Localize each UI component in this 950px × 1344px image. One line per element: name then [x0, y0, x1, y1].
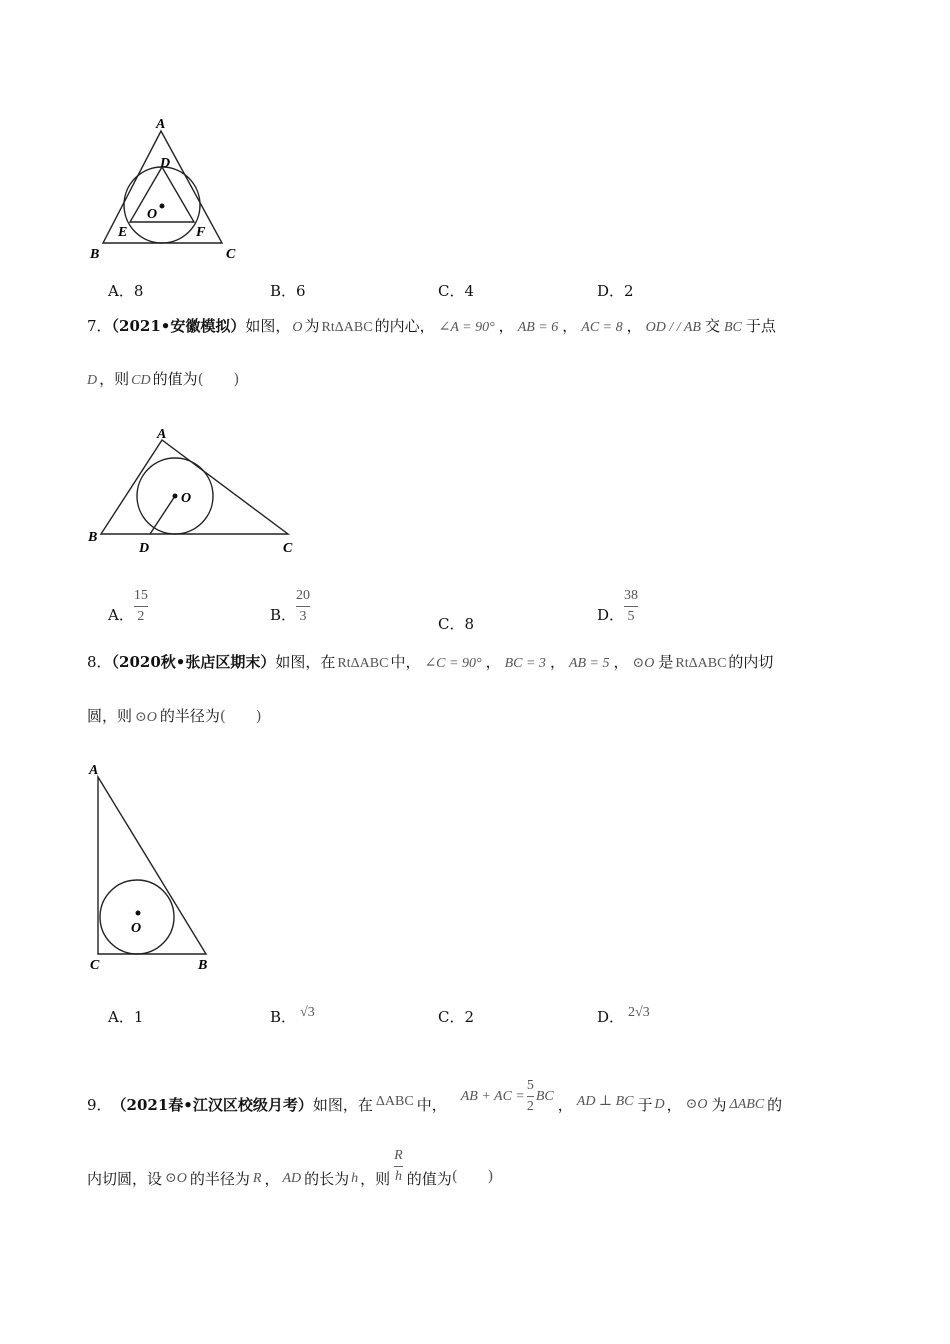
q8-paren: ( )	[219, 707, 262, 725]
q7-line2	[87, 369, 239, 391]
q8-line1	[87, 652, 773, 674]
q6-option-c[interactable]: C．4	[438, 282, 475, 300]
q9-circle-2: ⊙O	[165, 1170, 187, 1186]
q6-option-a[interactable]: A．8	[108, 282, 144, 300]
q8-number: 8．	[87, 653, 112, 671]
q9-h: h	[351, 1170, 359, 1186]
q7-bc: BC	[724, 320, 742, 335]
q8-circle-2: ⊙O	[135, 710, 157, 725]
fraction	[296, 588, 310, 625]
q8-option-a[interactable]: A．1	[108, 1008, 144, 1026]
q8-option-c[interactable]: C．2	[438, 1008, 475, 1026]
q8-text: 是	[658, 653, 674, 671]
label-a: A	[89, 763, 99, 778]
label-b: B	[88, 530, 98, 545]
q7-sep: ，	[498, 317, 514, 335]
q6-option-d[interactable]: D．2	[597, 282, 634, 300]
center-dot	[160, 204, 165, 209]
q7-option-d[interactable]	[597, 588, 638, 625]
q7-number: 7．	[87, 317, 112, 335]
q8-sep: ，	[485, 653, 501, 671]
q8-text: 的内切	[728, 653, 774, 671]
option-label: B．	[270, 606, 297, 624]
q9-text: 内切圆，设	[87, 1169, 163, 1188]
label-a: A	[156, 117, 166, 132]
label-e: E	[118, 225, 128, 240]
q9-text: ，则	[360, 1169, 391, 1188]
q9-ad: AD ⊥ BC	[576, 1093, 634, 1109]
q7-option-c[interactable]: C．8	[438, 615, 475, 633]
eq-fraction	[527, 1078, 534, 1115]
label-o: O	[131, 921, 142, 936]
label-a: A	[157, 427, 167, 442]
q9-fraction	[394, 1148, 403, 1185]
q7-text: 的内心，	[374, 317, 435, 335]
q8-line2	[87, 706, 262, 728]
q8-text: 圆，则	[87, 707, 133, 725]
option-label: B．	[270, 1008, 297, 1026]
q7-line1	[87, 316, 776, 338]
q9-paren: ( )	[451, 1166, 494, 1185]
q7-paren: ( )	[197, 370, 240, 388]
q6-option-b[interactable]: B．6	[270, 282, 306, 300]
label-f: F	[196, 225, 206, 240]
q9-circle: ⊙O	[685, 1096, 708, 1112]
q9-text: 于	[637, 1095, 653, 1114]
q9-line1	[87, 1078, 783, 1123]
q9-triangle: ΔABC	[375, 1093, 414, 1109]
q9-text: 为	[711, 1095, 727, 1114]
q7-sep: ，	[562, 317, 578, 335]
q8-bc: BC = 3	[504, 656, 546, 671]
q7-option-a[interactable]	[108, 588, 148, 625]
label-c: C	[90, 958, 100, 973]
label-b: B	[90, 247, 100, 262]
q8-triangle: RtΔABC	[337, 656, 389, 671]
fraction	[134, 588, 148, 625]
q9-text: 的	[767, 1095, 783, 1114]
q9-number: 9．	[87, 1095, 112, 1114]
q8-angle: ∠C = 90°	[424, 656, 482, 671]
q9-sep: ，	[264, 1169, 280, 1188]
q8-text: 中，	[390, 653, 421, 671]
figure-q7	[80, 420, 310, 560]
q7-o: O	[292, 320, 303, 335]
q7-sep: ，	[626, 317, 642, 335]
q8-text: 如图，在	[275, 653, 336, 671]
q9-text: 中，	[416, 1095, 447, 1114]
eq-right: BC	[535, 1088, 554, 1104]
q7-ac: AC = 8	[581, 320, 623, 335]
q8-ab: AB = 5	[568, 656, 610, 671]
label-d: D	[139, 541, 150, 556]
segment-od	[150, 496, 175, 534]
q8-text: 的半径为	[159, 707, 220, 725]
fraction	[624, 588, 638, 625]
q7-d: D	[87, 373, 98, 388]
eq-left: AB + AC =	[460, 1088, 525, 1104]
q7-od: OD / / AB	[645, 320, 701, 335]
q9-d: D	[654, 1096, 665, 1112]
q9-ad-2: AD	[282, 1170, 302, 1186]
label-b: B	[198, 958, 208, 973]
label-o: O	[147, 207, 158, 222]
q7-option-b[interactable]	[270, 588, 310, 625]
q9-text: 如图，在	[312, 1095, 373, 1114]
q7-text: 交	[704, 317, 720, 335]
sqrt-value: 2√3	[628, 1005, 650, 1020]
q8-option-d[interactable]	[597, 1007, 650, 1029]
q7-angle: ∠A = 90°	[438, 320, 495, 335]
sqrt-value: √3	[300, 1005, 315, 1020]
q7-triangle: RtΔABC	[321, 320, 373, 335]
q7-text: 如图，	[245, 317, 291, 335]
triangle-abc	[98, 777, 206, 954]
q8-sep: ，	[613, 653, 629, 671]
q9-text: 的长为	[304, 1169, 350, 1188]
denominator: 2	[526, 1099, 534, 1114]
numerator: 5	[526, 1078, 534, 1093]
denominator: h	[394, 1169, 402, 1184]
q8-source: （2020秋•张店区期末）	[111, 653, 276, 671]
denominator: 2	[137, 609, 145, 624]
numerator: 38	[624, 588, 639, 603]
q9-text: 的半径为	[189, 1169, 250, 1188]
q7-text: ，则	[99, 370, 130, 388]
q7-text: 的值为	[152, 370, 198, 388]
q9-equation	[461, 1078, 554, 1115]
figure-q8	[80, 755, 220, 975]
label-d: D	[160, 156, 171, 171]
incircle	[100, 880, 174, 954]
numerator: 15	[133, 588, 148, 603]
option-label: A．	[108, 606, 134, 624]
figure-q6	[80, 110, 260, 265]
numerator: R	[394, 1148, 403, 1163]
q7-cd: CD	[131, 373, 151, 388]
q8-sep: ，	[549, 653, 565, 671]
label-c: C	[283, 541, 293, 556]
q9-line2	[87, 1148, 494, 1197]
q9-triangle-2: ΔABC	[729, 1096, 765, 1112]
q8-triangle-2: RtΔABC	[675, 656, 727, 671]
numerator: 20	[296, 588, 311, 603]
triangle-abc	[101, 440, 288, 534]
q9-sep: ，	[557, 1095, 573, 1114]
q9-text: 的值为	[406, 1169, 452, 1188]
q9-sep: ，	[666, 1095, 682, 1114]
q8-option-b[interactable]	[270, 1007, 315, 1029]
denominator: 5	[627, 609, 635, 624]
q7-ab: AB = 6	[517, 320, 559, 335]
q9-source: （2021春•江汉区校级月考）	[111, 1095, 313, 1114]
q7-text: 于点	[745, 317, 776, 335]
center-dot	[136, 911, 141, 916]
center-dot	[173, 494, 178, 499]
q9-r: R	[252, 1170, 262, 1186]
q7-text: 为	[304, 317, 320, 335]
q7-source: （2021•安徽模拟）	[111, 317, 246, 335]
option-label: D．	[597, 606, 625, 624]
option-label: D．	[597, 1008, 625, 1026]
label-c: C	[226, 247, 236, 262]
q8-circle: ⊙O	[632, 656, 655, 671]
denominator: 3	[299, 609, 307, 624]
label-o: O	[181, 491, 192, 506]
